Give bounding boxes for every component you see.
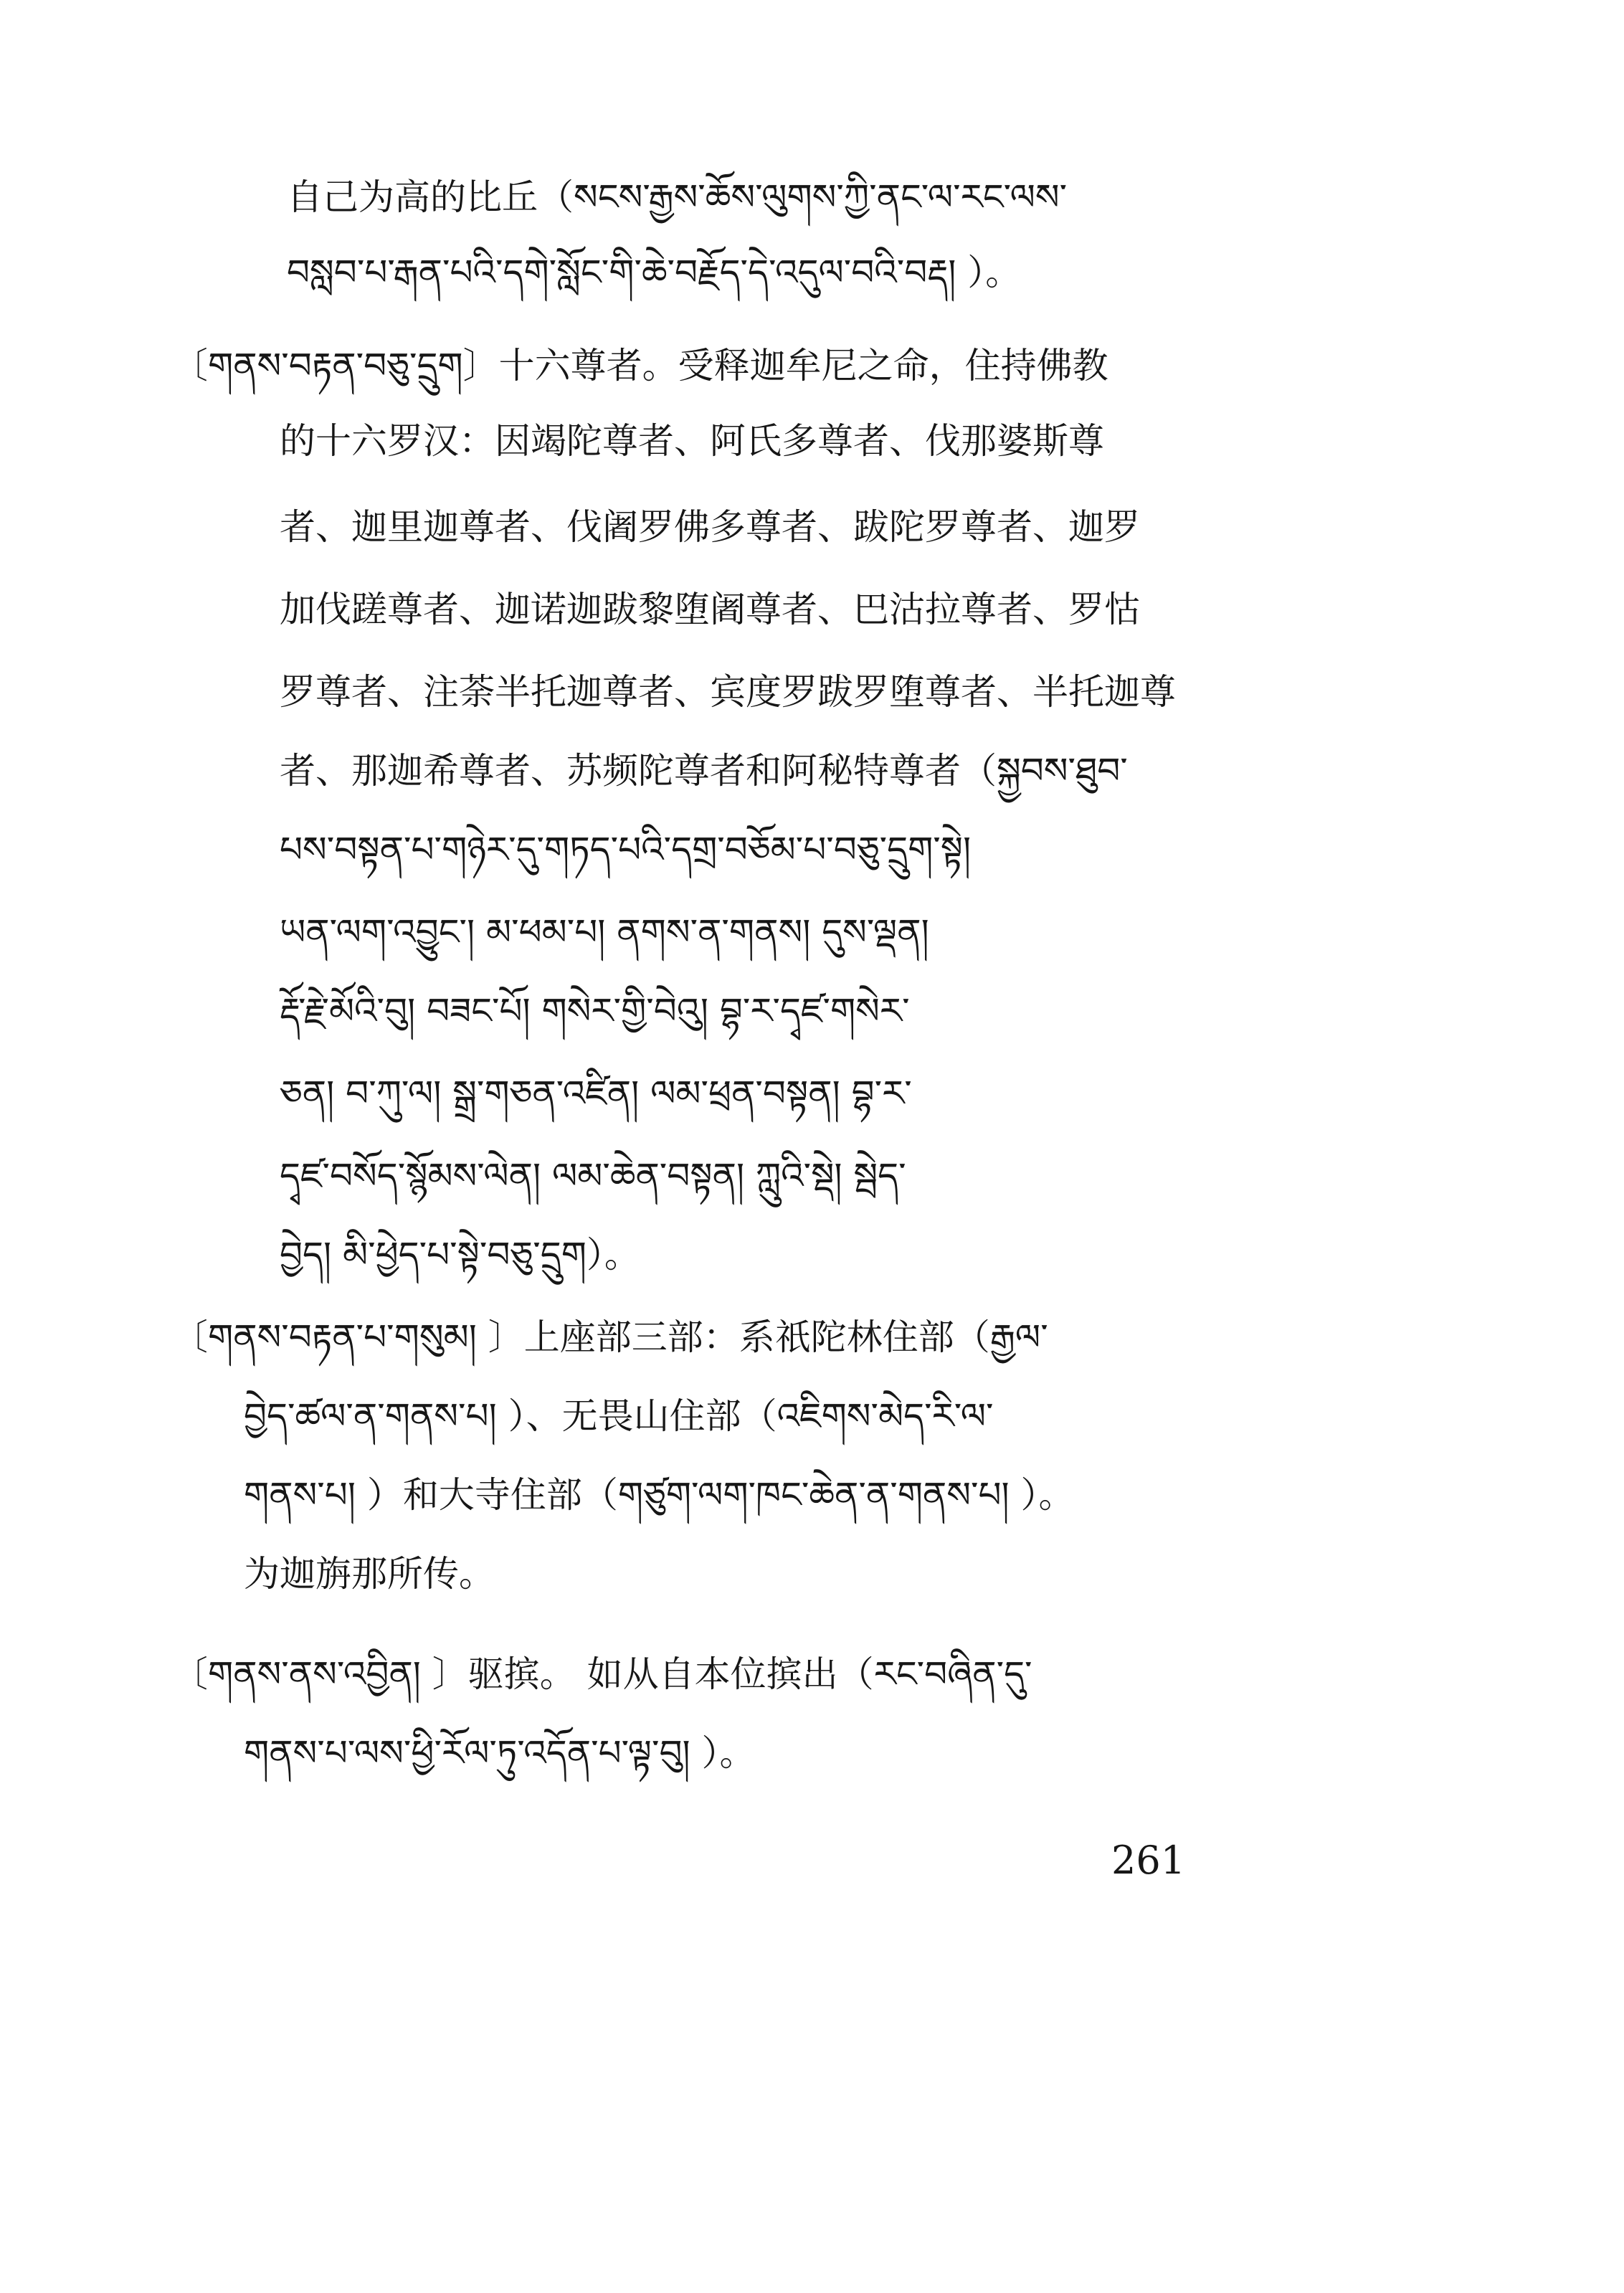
text-line: 的十六罗汉：因竭陀尊者、阿氏多尊者、伐那婆斯尊: [280, 420, 1104, 462]
entry-headword-line: 〔གནས་ནས་འབྱིན། 〕驱摈。 如从自本位摈出（རང་བཞིན་དུ་: [172, 1653, 1032, 1695]
page-number: 261: [1111, 1838, 1186, 1883]
text-line: 加伐蹉尊者、迦诺迦跋黎堕阇尊者、巴沽拉尊者、罗怙: [280, 589, 1140, 630]
text-line: བྱེད། མི་ཕྱེད་པ་སྟེ་བཅུ་དྲུག）。: [280, 1234, 640, 1276]
text-line: དྭཛ་བསོད་སྙོམས་ལེན། ལམ་ཆེན་བསྟན། ཀླུའི་སྡེ། སྦེད་: [280, 1155, 906, 1197]
text-line: བྱེད་ཚལ་ན་གནས་པ། ）、无畏山住部（འཇིགས་མེད་རི་ལ་: [244, 1395, 994, 1437]
text-line: 罗尊者、注荼半托迦尊者、宾度罗跋罗堕尊者、半托迦尊: [280, 671, 1176, 713]
text-line: 为迦旃那所传。: [244, 1553, 495, 1595]
text-line: གནས་པ་ལས་ཕྱི་རོལ་ཏུ་འདོན་པ་ལྟ་བུ། ）。: [244, 1732, 756, 1774]
text-line: པས་བསྟན་པ་གཉེར་དུ་གཏད་པའི་དགྲ་བཅོམ་པ་བཅུ་དྲུག་སྟེ།: [280, 829, 972, 870]
entry-headword-line: 〔གནས་བརྟན་པ་གསུམ། 〕上座部三部：系祇陀林住部（རྒྱལ་: [172, 1316, 1048, 1358]
entry-headword-line: 〔གནས་བརྟན་བཅུ་དྲུག〕十六尊者。受释迦牟尼之命，住持佛教: [172, 345, 1108, 386]
text-line: རྡོ་རྗེ་མོའི་བུ། བཟང་པོ། གསེར་གྱི་བེའུ། བྷ་ར་དྭཛ་གསེར་: [280, 990, 910, 1032]
text-line: ཡན་ལག་འབྱུང་། མ་ཕམ་པ། ནགས་ན་གནས། དུས་ལྡན།: [280, 911, 929, 953]
text-line: བསླབ་པ་རྒན་པའི་དགེ་སློང་གི་ཆེ་བརྗོད་དེ་འདུལ་བའི་བརྡ། ）。: [287, 252, 1022, 293]
text-line: 者、迦里迦尊者、伐阇罗佛多尊者、跋陀罗尊者、迦罗: [280, 506, 1140, 548]
text-line: 者、那迦希尊者、苏频陀尊者和阿秘特尊者（སྐྱབས་ཐུབ་: [280, 750, 1128, 792]
text-line: ཅན། བ་ཀུ་ལ། སྒྲ་གཅན་འཛིན། ལམ་ཕྲན་བསྟན། བྷ་ར་: [280, 1073, 912, 1114]
text-line: 自己为高的比丘（སངས་རྒྱས་ཆོས་ལུགས་ཀྱི་ནང་ལ་རང་ལས་: [287, 176, 1068, 218]
text-line: གནས་པ། ）和大寺住部（གཙུག་ལག་ཁང་ཆེན་ན་གནས་པ། ）。: [244, 1474, 1075, 1516]
